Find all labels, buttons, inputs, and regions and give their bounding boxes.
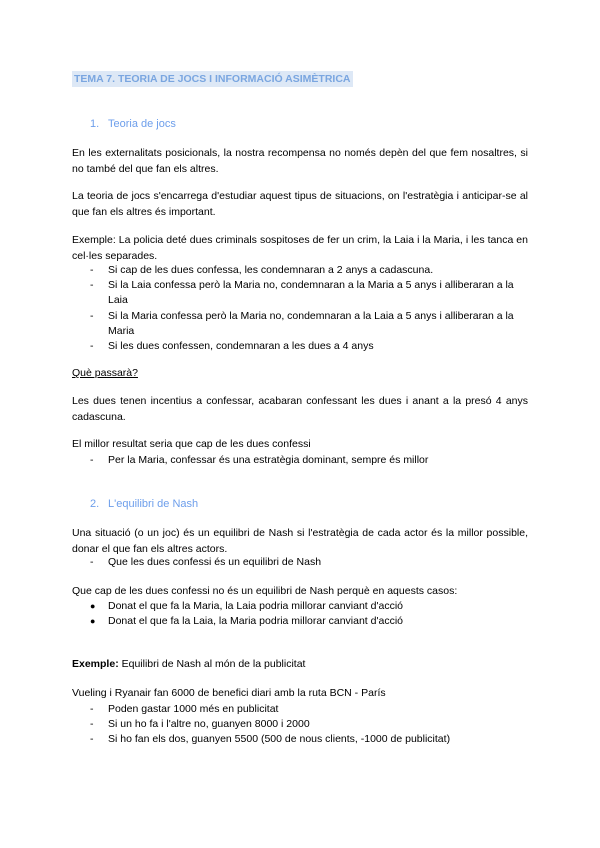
bullet-list	[90, 599, 530, 629]
list-item-text: Si cap de les dues confessa, les condemnaran a 2 anys a cadascuna.	[108, 264, 434, 276]
list-item	[90, 717, 530, 732]
list-item-text: Si un ho fa i l'altre no, guanyen 8000 i 2000	[108, 718, 310, 731]
list-item-text: Si ho fan els dos, guanyen 5500 (500 de nous clients, -1000 de publicitat)	[108, 733, 451, 746]
dash-marker: -	[90, 340, 94, 353]
dash-list	[90, 453, 530, 468]
list-item	[90, 599, 530, 614]
list-item-text: Que les dues confessi és un equilibri de Nash	[108, 556, 322, 568]
section-number: 1.	[90, 118, 100, 130]
list-item-text: Per la Maria, confessar és una estratègia dominant, sempre és millor	[108, 454, 429, 466]
list-item-text: Poden gastar 1000 més en publicitat	[108, 703, 279, 715]
section-heading-text: Teoria de jocs	[108, 118, 176, 130]
list-item	[90, 263, 530, 278]
paragraph: El millor resultat seria que cap de les dues confessi	[72, 438, 311, 450]
paragraph: En les externalitats posicionals, la nostra recompensa no només depèn del que fem nosaltres, si no també del que fan els altres.	[72, 147, 528, 175]
dash-marker: -	[90, 718, 94, 731]
example-text: Equilibri de Nash al món de la publicitat	[118, 658, 306, 670]
dash-marker: -	[90, 454, 94, 466]
list-item	[90, 453, 530, 468]
section-heading-equilibri-de-nash	[90, 497, 198, 511]
dash-marker: -	[90, 279, 94, 292]
section-heading-teoria-de-jocs	[90, 117, 176, 131]
dash-marker: -	[90, 733, 94, 746]
list-item	[90, 278, 530, 308]
dash-marker: -	[90, 309, 94, 322]
list-item-text: Si la Laia confessa però la Maria no, condemnaran a la Maria a 5 anys i alliberaran a la Laia	[108, 279, 514, 307]
list-item	[90, 339, 530, 354]
document-title: TEMA 7. TEORIA DE JOCS I INFORMACIÓ ASIMÈTRICA	[74, 73, 351, 85]
paragraph: Les dues tenen incentius a confessar, acabaran confessant les dues i anant a la presó 4 anys cadascuna.	[72, 395, 528, 423]
dash-list	[90, 702, 530, 748]
bullet-marker: ●	[90, 616, 96, 627]
bullet-marker: ●	[90, 601, 96, 611]
list-item	[90, 702, 530, 717]
list-item-text: Donat el que fa la Laia, la Maria podria millorar canviant d'acció	[108, 615, 403, 628]
example-line	[72, 657, 528, 673]
list-item-text: Si la Maria confessa però la Maria no, condemnaran a la Laia a 5 anys i alliberaran a la Maria	[108, 309, 514, 337]
question-heading: Què passarà?	[72, 367, 138, 379]
list-item	[90, 614, 530, 629]
dash-marker: -	[90, 703, 94, 715]
section-number: 2.	[90, 498, 100, 510]
paragraph: Que cap de les dues confessi no és un equilibri de Nash perquè en aquests casos:	[72, 585, 458, 597]
dash-list	[90, 555, 530, 570]
list-item-text: Donat el que fa la Maria, la Laia podria millorar canviant d'acció	[108, 600, 403, 612]
list-item	[90, 309, 530, 339]
dash-marker: -	[90, 556, 94, 568]
paragraph: Una situació (o un joc) és un equilibri de Nash si l'estratègia de cada actor és la millor possible, donar el que fan els altres actors.	[72, 527, 528, 555]
section-heading-text: L'equilibri de Nash	[108, 498, 199, 510]
list-item-text: Si les dues confessen, condemnaran a les dues a 4 anys	[108, 340, 374, 353]
paragraph: La teoria de jocs s'encarrega d'estudiar aquest tipus de situacions, on l'estratègia i anticipar-se al que fan els altres és important.	[72, 190, 528, 218]
example-label: Exemple:	[72, 658, 119, 670]
dash-list	[90, 263, 530, 354]
list-item	[90, 555, 530, 570]
list-item	[90, 732, 530, 747]
paragraph: Vueling i Ryanair fan 6000 de benefici diari amb la ruta BCN - París	[72, 687, 386, 699]
dash-marker: -	[90, 264, 94, 276]
paragraph: Exemple: La policia deté dues criminals sospitoses de fer un crim, la Laia i la Maria, i les tanca en cel·les separades.	[72, 234, 528, 262]
